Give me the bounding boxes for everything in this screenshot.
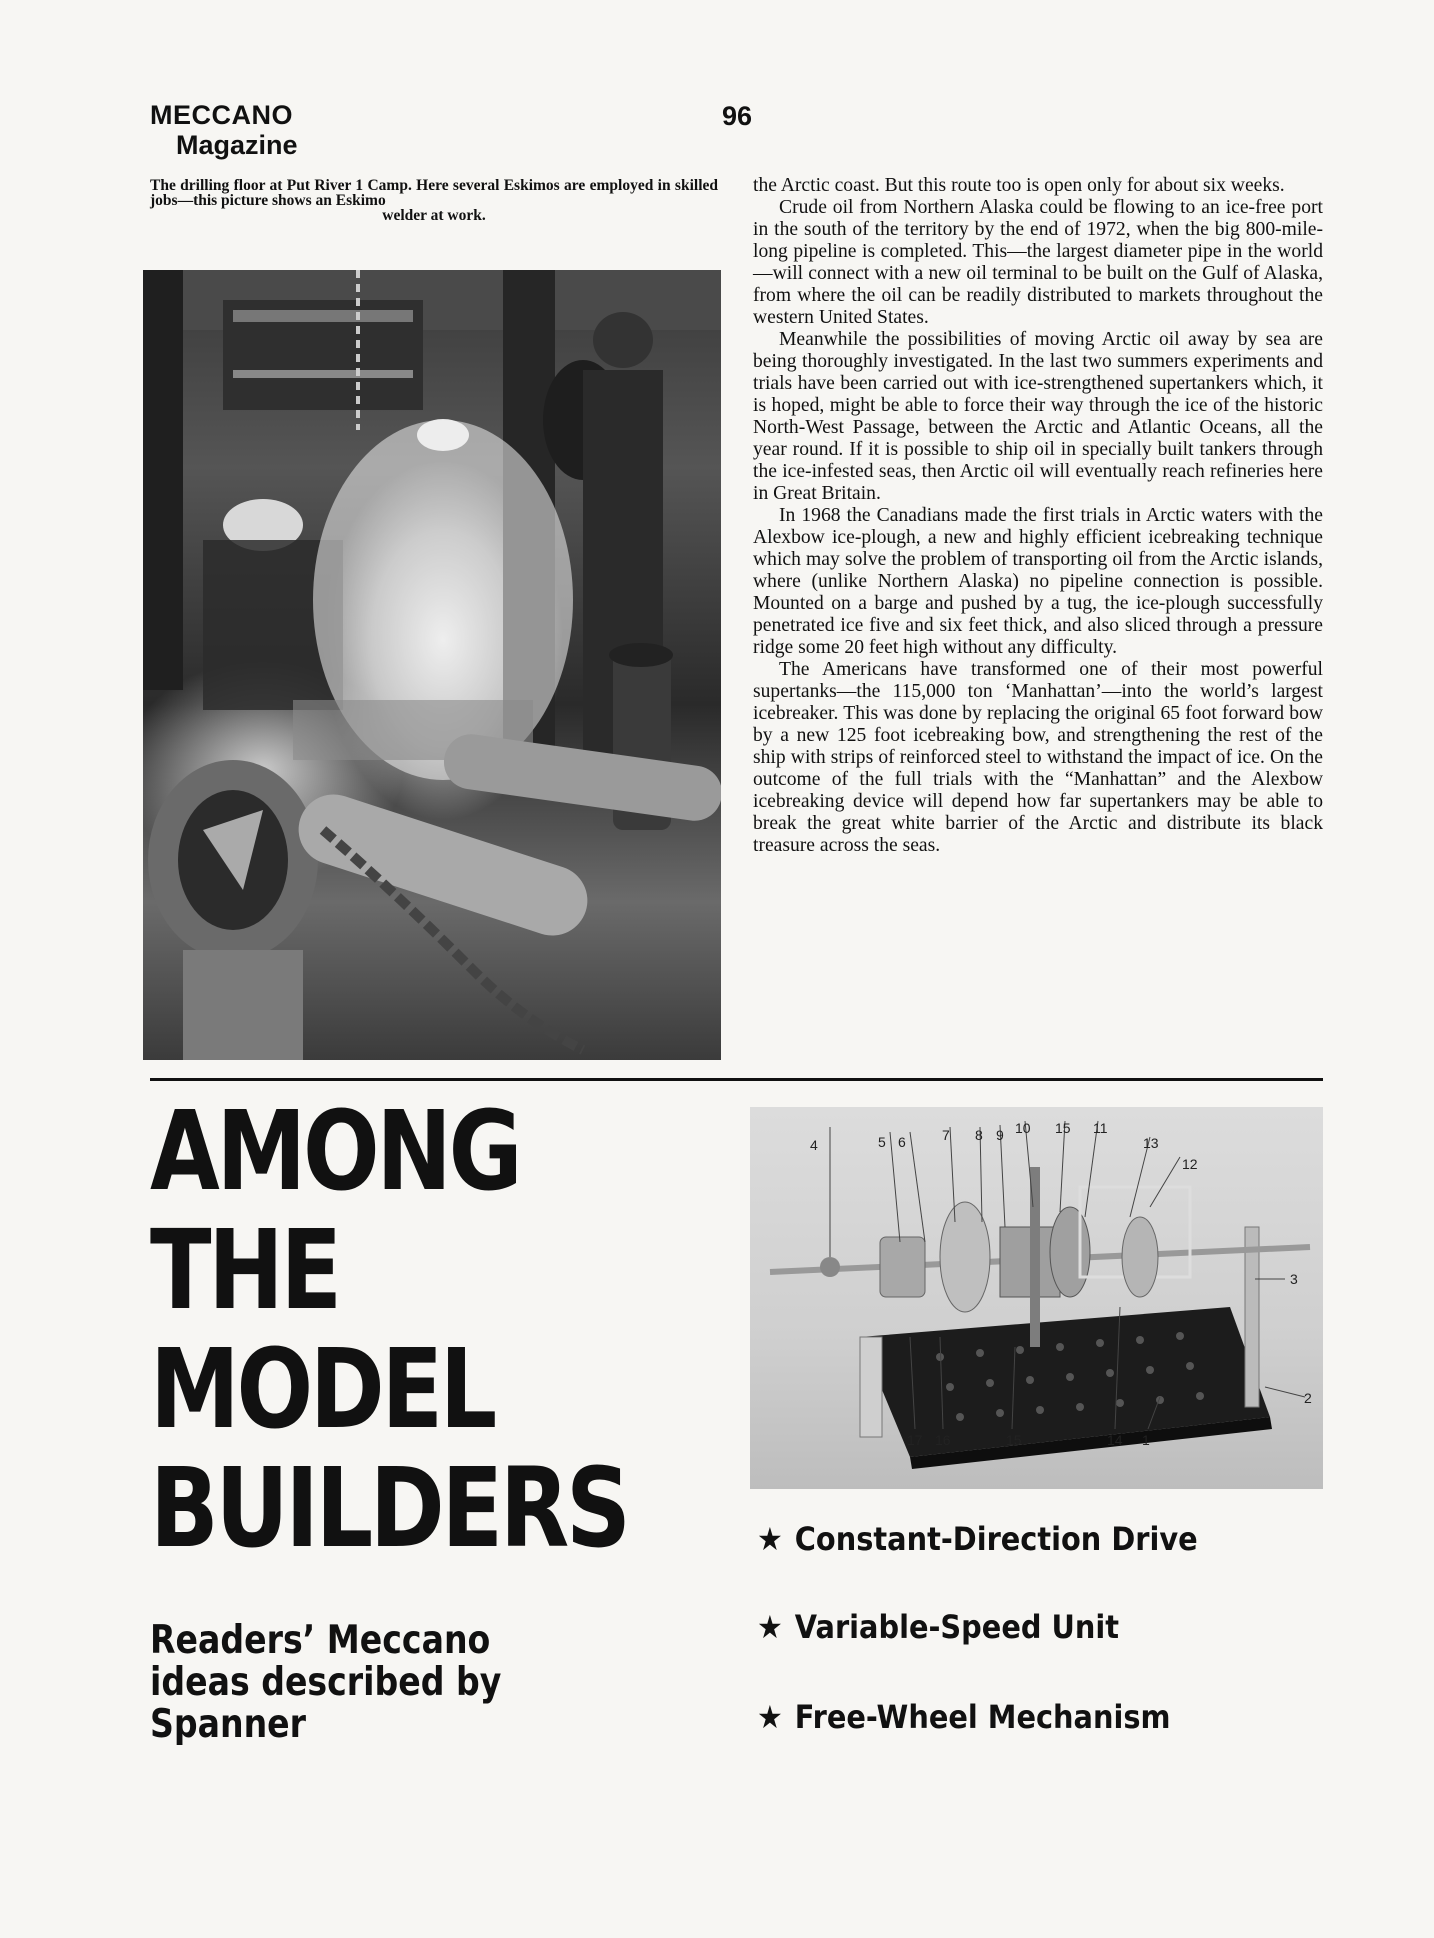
model-label-11: 11 xyxy=(1093,1120,1108,1136)
masthead-line-2: Magazine xyxy=(176,130,298,160)
star-icon: ★ xyxy=(757,1698,783,1736)
feature-label: Free-Wheel Mechanism xyxy=(794,1698,1171,1736)
model-label-7: 7 xyxy=(942,1127,950,1143)
feature-label: Constant-Direction Drive xyxy=(794,1520,1198,1558)
model-label-8: 8 xyxy=(975,1127,983,1143)
model-label-4: 4 xyxy=(810,1137,818,1153)
model-label-16: 16 xyxy=(935,1432,951,1448)
article-paragraph-1: the Arctic coast. But this route too is open only for about six weeks. xyxy=(753,175,1285,196)
page-number: 96 xyxy=(722,101,753,131)
meccano-model-illustration xyxy=(750,1107,1323,1489)
model-label-10: 10 xyxy=(1015,1120,1031,1136)
feature-item xyxy=(757,1698,1171,1736)
section-divider xyxy=(150,1078,1323,1081)
headline-line-3: MODEL xyxy=(150,1325,495,1453)
model-label-13: 13 xyxy=(1143,1135,1159,1151)
article-paragraph-3: Meanwhile the possibilities of moving Arctic oil away by sea are being thoroughly investigated. In the last two summers experiments and trials have been carried out with ice-strengthened supertankers which, it is hoped, might be able to force their way through the ice of the historic North-West Passage, between the Arctic and Atlantic Oceans, all the year round. If it is possible to ship oil in specially built tankers through the ice-infested seas, then Arctic oil will eventually reach refineries here in Great Britain. xyxy=(753,329,1323,504)
feature-item xyxy=(757,1608,1119,1646)
section-subhead: Readers’ Meccano ideas described by Spanner xyxy=(150,1618,502,1747)
drilling-floor-illustration xyxy=(143,270,721,1060)
star-icon: ★ xyxy=(757,1520,783,1558)
headline-line-2: THE xyxy=(150,1206,339,1334)
section-headline xyxy=(150,1087,628,1572)
model-label-14: 14 xyxy=(1107,1432,1123,1448)
drilling-floor-photo xyxy=(143,270,721,1060)
model-label-12: 12 xyxy=(1182,1156,1198,1172)
model-label-15-bottom: 15 xyxy=(1006,1432,1022,1448)
model-label-2: 2 xyxy=(1304,1390,1312,1406)
model-label-17: 17 xyxy=(907,1432,923,1448)
caption-last-line: welder at work. xyxy=(382,207,486,224)
article-paragraph-4: In 1968 the Canadians made the first trials in Arctic waters with the Alexbow ice-plough, a new and highly efficient icebreaking technique which may solve the problem of transporting oil from the Arctic islands, where (unlike Northern Alaska) no pipeline connection is possible. Mounted on a barge and pushed by a tug, the ice-plough successfully penetrated ice five and six feet thick, and also sliced through a pressure ridge some 20 feet high without any difficulty. xyxy=(753,505,1323,658)
masthead xyxy=(150,100,298,160)
model-label-1: 1 xyxy=(1142,1432,1150,1448)
photo-caption xyxy=(150,178,718,223)
article-body xyxy=(753,175,1323,857)
article-paragraph-2: Crude oil from Northern Alaska could be flowing to an ice-free port in the south of the territory by the end of 1972, when the big 800-mile-long pipeline is completed. This—the largest diameter pipe in the world—will connect with a new oil terminal to be built on the Gulf of Alaska, from where the oil can be readily distributed to markets throughout the western United States. xyxy=(753,197,1323,328)
feature-label: Variable-Speed Unit xyxy=(794,1608,1120,1646)
feature-item xyxy=(757,1520,1198,1558)
article-paragraph-5: The Americans have transformed one of their most powerful supertanks—the 115,000 ton ‘Manhattan’—into the world’s largest icebreaker. This was done by replacing the original 65 foot forward bow by a new 125 foot icebreaking bow, and strengthening the rest of the ship with strips of reinforced steel to withstand the impact of ice. On the outcome of the full trials with the “Manhattan” and the Alexbow icebreaking device will depend how far supertankers may be able to break the great white barrier of the Arctic and distribute its black treasure across the seas. xyxy=(753,659,1323,856)
model-label-6: 6 xyxy=(898,1134,906,1150)
headline-line-1: AMONG xyxy=(150,1087,520,1215)
model-label-9: 9 xyxy=(996,1127,1004,1143)
headline-line-4: BUILDERS xyxy=(150,1444,628,1572)
meccano-model-photo xyxy=(750,1107,1323,1489)
model-label-15-top: 15 xyxy=(1055,1120,1071,1136)
caption-text: The drilling floor at Put River 1 Camp. Here several Eskimos are employed in skilled jobs—this picture shows an Eskimo xyxy=(150,177,718,209)
star-icon: ★ xyxy=(757,1608,783,1646)
masthead-line-1: MECCANO xyxy=(150,100,293,130)
model-label-3: 3 xyxy=(1290,1271,1298,1287)
model-label-5: 5 xyxy=(878,1134,886,1150)
